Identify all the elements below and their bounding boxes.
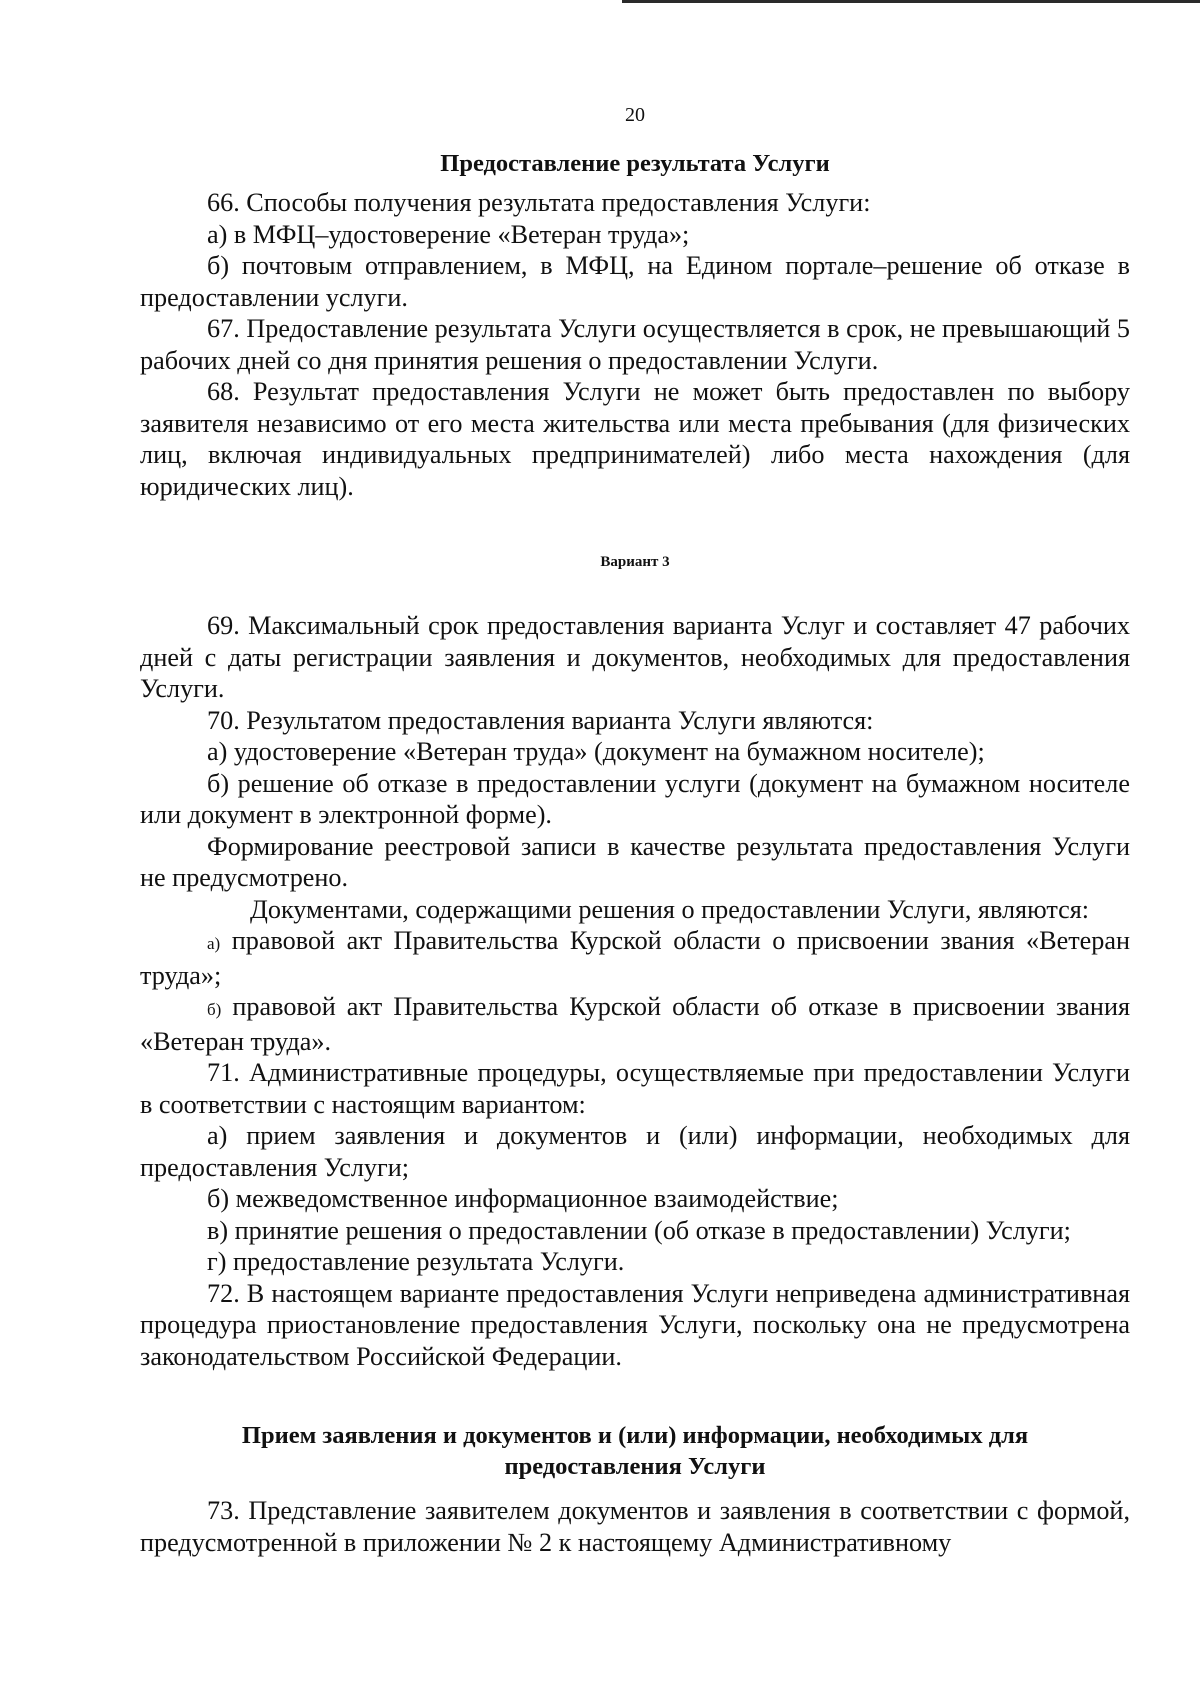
top-rule <box>622 0 1200 3</box>
paragraph-71-c: в) принятие решения о предоставлении (об отказе в предоставлении) Услуги; <box>207 1215 1071 1245</box>
paragraph-67: 67. Предоставление результата Услуги осуществляется в срок, не превышающий 5 рабочих дней со дня принятия решения о предоставлении Услуги. <box>140 314 1130 375</box>
list-label-b: б) <box>207 1000 222 1019</box>
section-heading-result: Предоставление результата Услуги <box>440 150 830 177</box>
paragraph-71: 71. Административные процедуры, осуществляемые при предоставлении Услуги в соответствии с настоящим вариантом: <box>140 1058 1130 1119</box>
paragraph-documents-b <box>140 991 1130 1057</box>
list-text-a: правовой акт Правительства Курской области о присвоении звания «Ветеран труда»; <box>140 926 1131 990</box>
paragraph-66-a: а) в МФЦ–удостоверение «Ветеран труда»; <box>207 219 690 249</box>
paragraph-71-b: б) межведомственное информационное взаимодействие; <box>207 1184 839 1213</box>
paragraph-66-b: б) почтовым отправлением, в МФЦ, на Едином портале–решение об отказе в предоставлении услуги. <box>140 251 1130 312</box>
paragraph-71-d: г) предоставление результата Услуги. <box>207 1247 625 1276</box>
variant-heading: Вариант 3 <box>600 554 670 570</box>
section-heading-intake <box>140 1420 1130 1482</box>
page-number: 20 <box>625 104 645 126</box>
paragraph-72: 72. В настоящем варианте предоставления Услуги неприведена административная процедура приостановление предоставления Услуги, поскольку она не предусмотрена законодательством Российской Федерации. <box>140 1278 1130 1371</box>
list-label-a: а) <box>207 934 221 953</box>
paragraph-68: 68. Результат предоставления Услуги не может быть предоставлен по выбору заявителя независимо от его места жительства или места пребывания (для физических лиц, включая индивидуальных предпринимателей) либо места нахождения (для юридических лиц). <box>140 377 1130 501</box>
document-body <box>140 148 1130 1558</box>
paragraph-71-a: а) прием заявления и документов и (или) информации, необходимых для предоставления Услуги; <box>140 1121 1130 1182</box>
section-heading-intake-line-1: Прием заявления и документов и (или) информации, необходимых для <box>241 1422 1029 1449</box>
section-heading-intake-line-2: предоставления Услуги <box>504 1453 766 1480</box>
paragraph-documents-a <box>140 925 1130 991</box>
paragraph-66: 66. Способы получения результата предоставления Услуги: <box>207 188 871 217</box>
paragraph-documents: Документами, содержащими решения о предоставлении Услуги, являются: <box>250 894 1090 924</box>
list-text-b: правовой акт Правительства Курской области об отказе в присвоении звания «Ветеран труда». <box>140 992 1131 1056</box>
paragraph-70-a: а) удостоверение «Ветеран труда» (документ на бумажном носителе); <box>207 737 985 766</box>
paragraph-69: 69. Максимальный срок предоставления варианта Услуг и составляет 47 рабочих дней с даты регистрации заявления и документов, необходимых для предоставления Услуги. <box>140 611 1130 703</box>
paragraph-70-b: б) решение об отказе в предоставлении услуги (документ на бумажном носителе или документ в электронной форме). <box>140 768 1130 829</box>
paragraph-73: 73. Представление заявителем документов и заявления в соответствии с формой, предусмотренной в приложении № 2 к настоящему Административному <box>140 1496 1130 1557</box>
paragraph-70: 70. Результатом предоставления варианта Услуги являются: <box>207 705 874 735</box>
paragraph-registry: Формирование реестровой записи в качестве результата предоставления Услуги не предусмотрено. <box>140 831 1130 892</box>
